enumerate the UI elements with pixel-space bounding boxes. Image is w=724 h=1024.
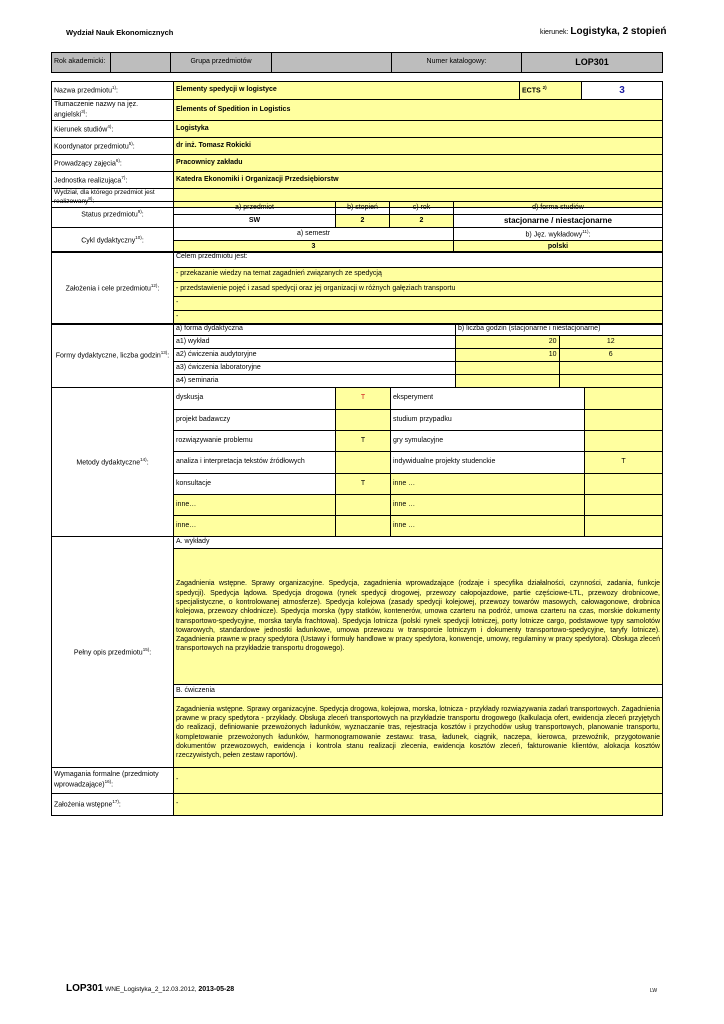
method-name: analiza i interpretacja tekstów źródłowych	[174, 452, 336, 474]
form-hours-stac	[456, 362, 560, 375]
method-mark: T	[336, 388, 391, 410]
goals-line: Celem przedmiotu jest:	[174, 252, 663, 268]
method-name: studium przypadku	[391, 410, 585, 431]
method-name: gry symulacyjne	[391, 431, 585, 452]
form-hours-stac: 20	[456, 336, 560, 349]
footer-file: WNE_Logistyka_2_12.03.2012,	[105, 986, 197, 993]
status-col-c: c) rok	[390, 202, 454, 215]
method-mark	[336, 516, 391, 537]
teacher-value: Pracownicy zakładu	[174, 155, 663, 172]
methods-label: Metody dydaktyczne$^{14)}$:	[52, 388, 174, 537]
faculty-label: Wydział, dla którego przedmiot jest realizowany$^{8)}$:	[52, 189, 174, 208]
exercises-text: Zagadnienia wstępne. Sprawy organizacyjne. Spedycja drogowa, kolejowa, morska, lotnicza - przykłady rozwiązywania zadań transportowych. Zagadnienia prawne w pracy spedytora - przykłady. Obsługa zleceń transportowych na przykładzie transportu drogowego (kalkulacja ofert, ewidencja zleceń przyjętych do realizacji, definiowanie przewożonych ładunków, wyznaczanie tras, rejestracja kosztów i przychodów usług transportowych, planowanie transportu, kompletowanie przewożonych ładunków, harmonogramowanie zestawu: trasa, ładunek, ciągnik, naczepa, kierowca, przewoźnik, przygotowanie dokumentów przewozowych, ewidencja i kontrola stanu realizacji zlecenia, ewidencja kosztów zleceń, fakturowanie klientów, alokacja kosztów rzeczywistych, pełen zestaw raportów).	[174, 698, 663, 768]
status-col-b: b) stopień	[336, 202, 390, 215]
footer-code: LOP301	[66, 983, 104, 994]
status-label: Status przedmiotu$^{9)}$:	[52, 202, 174, 228]
coordinator-value: dr inż. Tomasz Rokicki	[174, 138, 663, 155]
method-mark	[336, 452, 391, 474]
status-col-a: a) przedmiot	[174, 202, 336, 215]
methods-table	[51, 387, 663, 537]
description-label: Pełny opis przedmiotu$^{15)}$:	[52, 537, 174, 768]
form-name: a3) ćwiczenia laboratoryjne	[174, 362, 456, 375]
goals-line: -	[174, 297, 663, 311]
status-val-d: stacjonarne / niestacjonarne	[454, 215, 663, 228]
teacher-label: Prowadzący zajęcia$^{6)}$:	[52, 155, 174, 172]
method-name: inne …	[391, 495, 585, 516]
goals-line: - przedstawienie pojęć i zasad spedycji oraz jej organizacji w różnych gałęziach transportu	[174, 282, 663, 297]
translation-label: Tłumaczenie nazwy na jęz. angielski$^{3)}$:	[52, 100, 174, 121]
footer	[66, 983, 234, 994]
exercises-heading: B. ćwiczenia	[174, 685, 663, 698]
status-val-a: SW	[174, 215, 336, 228]
direction-value: Logistyka, 2 stopień	[570, 26, 667, 37]
form-hours-stac	[456, 375, 560, 388]
direction-header	[540, 26, 667, 37]
status-col-d: d) forma studiów	[454, 202, 663, 215]
method-name: konsultacje	[174, 474, 336, 495]
method-mark	[585, 431, 663, 452]
lectures-heading: A. wykłady	[174, 537, 663, 549]
cycle-val-a: 3	[174, 241, 454, 253]
direction-prefix: kierunek:	[540, 29, 569, 36]
cycle-val-b: polski	[454, 241, 663, 253]
method-mark	[585, 495, 663, 516]
group-label: Grupa przedmiotów	[171, 53, 272, 73]
method-mark	[336, 410, 391, 431]
form-name: a1) wykład	[174, 336, 456, 349]
footer-initials: LW	[650, 988, 658, 994]
cycle-col-a: a) semestr	[174, 228, 454, 241]
method-name: inne…	[174, 495, 336, 516]
forms-table	[51, 323, 663, 388]
method-name: dyskusja	[174, 388, 336, 410]
requirements-label: Wymagania formalne (przedmioty wprowadzające)$^{16)}$:	[52, 768, 174, 794]
translation-value: Elements of Spedition in Logistics	[174, 100, 663, 121]
form-hours-niestac: 6	[559, 349, 663, 362]
course-name: Elementy spedycji w logistyce	[174, 82, 520, 100]
method-mark	[585, 516, 663, 537]
method-mark	[585, 410, 663, 431]
method-name: indywidualne projekty studenckie	[391, 452, 585, 474]
method-mark: T	[585, 452, 663, 474]
catalog-label: Numer katalogowy:	[392, 53, 522, 73]
unit-value: Katedra Ekonomiki i Organizacji Przedsiębiorstw	[174, 172, 663, 189]
academic-year-value	[111, 53, 171, 73]
ects-value: 3	[582, 82, 663, 100]
cycle-col-b: b) Jęz. wykładowy$^{11)}$:	[454, 228, 663, 241]
catalog-value: LOP301	[522, 53, 663, 73]
unit-label: Jednostka realizująca$^{7)}$:	[52, 172, 174, 189]
prerequisites-value: -	[174, 794, 663, 816]
course-info-table	[51, 81, 663, 208]
academic-year-label: Rok akademicki:	[52, 53, 111, 73]
method-name: projekt badawczy	[174, 410, 336, 431]
field-value: Logistyka	[174, 121, 663, 138]
method-mark: T	[336, 431, 391, 452]
form-hours-stac: 10	[456, 349, 560, 362]
forms-label: Formy dydaktyczne, liczba godzin$^{13)}$:	[52, 324, 174, 388]
form-name: a2) ćwiczenia audytoryjne	[174, 349, 456, 362]
forms-col-b: b) liczba godzin (stacjonarne i niestacjonarne)	[456, 324, 663, 336]
method-name: inne …	[391, 516, 585, 537]
coordinator-label: Koordynator przedmiotu$^{5)}$:	[52, 138, 174, 155]
form-hours-niestac	[559, 375, 663, 388]
requirements-table	[51, 767, 663, 816]
status-val-c: 2	[390, 215, 454, 228]
faculty-header: Wydział Nauk Ekonomicznych	[66, 28, 174, 37]
group-value	[272, 53, 392, 73]
method-name: inne …	[391, 474, 585, 495]
field-label: Kierunek studiów$^{4)}$:	[52, 121, 174, 138]
goals-label: Założenia i cele przedmiotu$^{12)}$:	[52, 252, 174, 325]
forms-col-a: a) forma dydaktyczna	[174, 324, 456, 336]
description-table	[51, 536, 663, 768]
footer-date: 2013-05-28	[198, 986, 235, 993]
cycle-label: Cykl dydaktyczny$^{10)}$:	[52, 228, 174, 253]
prerequisites-label: Założenia wstępne$^{17)}$:	[52, 794, 174, 816]
method-mark: T	[336, 474, 391, 495]
requirements-value: -	[174, 768, 663, 794]
name-label: Nazwa przedmiotu$^{1)}$:	[52, 82, 174, 100]
method-name: rozwiązywanie problemu	[174, 431, 336, 452]
lectures-text: Zagadnienia wstępne. Sprawy organizacyjne. Spedycja, zagadnienia wprowadzające (rodzaje i specyfika działalności, czynności, zadania, funkcje spedycji). Spedycja lądowa. Spedycja drogowa (rynek spedycji drogowej, przewozy całopojazdowe, partie częściowe-LTL, przewozy drobnicowe, specjalistyczne, o kontrolowanej atmosferze). Spedycja kolejowa (zasady spedycji kolejowej, przewozy towarów masowych, całowagonowe, drobnica kolejowa, przewozy chłodnicze). Spedycja morska (typy statków, kontenerów, umowa czarteru na podróż, umowa czarteru na czas, morskie dokumenty transportowo-spedycyjne, morska taryfa frachtowa). Spedycja lotnicza (polski rynek spedycji lotniczej, porty lotnicze cargo, podstawowe typy samolotów towarowych, standardowe jednostki ładunkowe, umowa przewozu w transporcie lotniczym i dokumenty transportowo-spedycyjne, taryfy lotnicze). Zagadnienia prawne w pracy spedytora (Ustawy i formuły handlowe w pracy spedytora, konwencje, umowy, regulaminy w pracy spedytora). Obsługa zleceń transportowych na przykładzie transportu drogowego).	[174, 549, 663, 685]
goals-table	[51, 251, 663, 325]
status-val-b: 2	[336, 215, 390, 228]
form-name: a4) seminaria	[174, 375, 456, 388]
method-name: inne…	[174, 516, 336, 537]
method-mark	[336, 495, 391, 516]
goals-line: -	[174, 311, 663, 325]
method-mark	[585, 388, 663, 410]
method-name: eksperyment	[391, 388, 585, 410]
status-table	[51, 201, 663, 253]
form-hours-niestac	[559, 362, 663, 375]
form-hours-niestac: 12	[559, 336, 663, 349]
method-mark	[585, 474, 663, 495]
top-bar	[51, 52, 663, 73]
goals-line: - przekazanie wiedzy na temat zagadnień związanych ze spedycją	[174, 268, 663, 282]
ects-label: ECTS $^{2)}$	[520, 82, 582, 100]
